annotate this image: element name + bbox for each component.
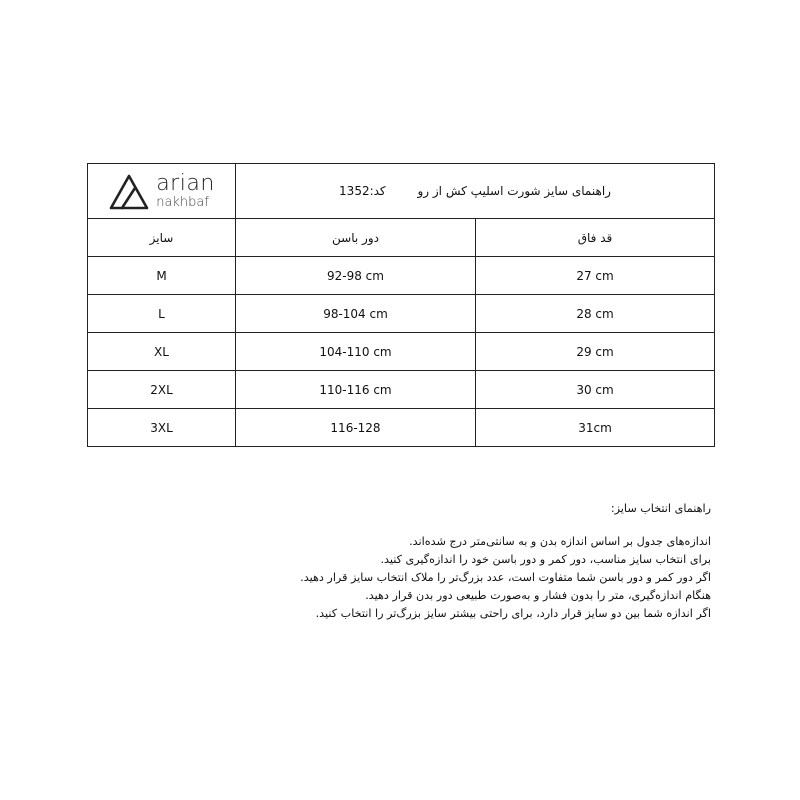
size-cell: 2XL — [88, 371, 236, 409]
size-chart — [87, 163, 714, 447]
rise-cell: 27 cm — [476, 257, 715, 295]
size-cell: M — [88, 257, 236, 295]
guide-line: اندازه‌های جدول بر اساس اندازه بدن و به سانتی‌متر درج شده‌اند. — [409, 535, 711, 548]
table-row — [88, 295, 715, 333]
size-cell: L — [88, 295, 236, 333]
size-guide — [251, 500, 711, 623]
column-header-hip: دور باسن — [236, 219, 476, 257]
table-row — [88, 371, 715, 409]
size-cell: 3XL — [88, 409, 236, 447]
chart-title: راهنمای سایز شورت اسلیپ کش از رو — [417, 184, 611, 198]
hip-cell: 98-104 cm — [236, 295, 476, 333]
table-row — [88, 257, 715, 295]
chart-title-cell — [236, 164, 715, 219]
table-row — [88, 409, 715, 447]
hip-cell: 110-116 cm — [236, 371, 476, 409]
product-code: کد:1352 — [339, 184, 386, 198]
brand-subname: nakhbaf — [156, 195, 209, 210]
guide-line: اگر دور کمر و دور باسن شما متفاوت است، عدد بزرگ‌تر را ملاک انتخاب سایز قرار دهید. — [300, 571, 711, 584]
size-cell: XL — [88, 333, 236, 371]
brand-logo — [88, 172, 235, 210]
rise-cell: 28 cm — [476, 295, 715, 333]
column-header-size: سایز — [88, 219, 236, 257]
rise-cell: 31cm — [476, 409, 715, 447]
guide-line: برای انتخاب سایز مناسب، دور کمر و دور باسن خود را اندازه‌گیری کنید. — [380, 553, 711, 566]
guide-line: اگر اندازه شما بین دو سایز قرار دارد، برای راحتی بیشتر سایز بزرگ‌تر را انتخاب کنید. — [315, 607, 711, 620]
logo-cell — [88, 164, 236, 219]
size-guide-title: راهنمای انتخاب سایز: — [610, 502, 711, 515]
size-table — [87, 163, 715, 447]
header-row — [88, 164, 715, 219]
column-header-rise: قد فاق — [476, 219, 715, 257]
arian-logo-icon — [108, 172, 150, 210]
rise-cell: 30 cm — [476, 371, 715, 409]
column-header-row — [88, 219, 715, 257]
table-row — [88, 333, 715, 371]
brand-name: arian — [156, 171, 215, 196]
hip-cell: 92-98 cm — [236, 257, 476, 295]
guide-line: هنگام اندازه‌گیری، متر را بدون فشار و به‌صورت طبیعی دور بدن قرار دهید. — [365, 589, 711, 602]
rise-cell: 29 cm — [476, 333, 715, 371]
hip-cell: 104-110 cm — [236, 333, 476, 371]
hip-cell: 116-128 — [236, 409, 476, 447]
